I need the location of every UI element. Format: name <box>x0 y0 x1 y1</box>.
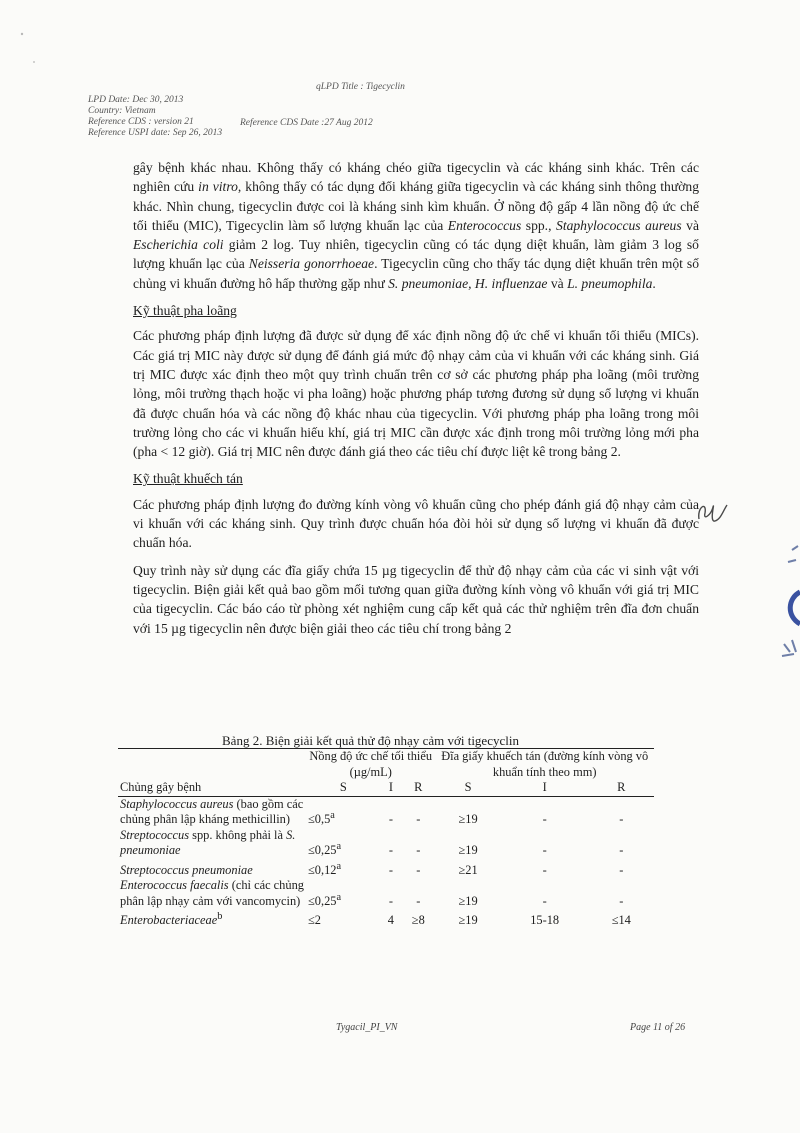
text-run: và <box>547 275 568 291</box>
mic-i-cell: - <box>388 843 393 857</box>
paragraph-diffusion-2: Quy trình này sử dụng các đĩa giấy chứa 15 µg tigecyclin để thử độ nhạy cảm của các vi sinh vật với tigecyclin. Biện giải kết quả bao gồm mối tương quan giữa đường kính vòng vô khuẩn với giá trị MIC của tigecyclin. Các báo cáo từ phòng xét nghiệm cung cấp kết quả các thử nghiệm trên đĩa đơn chuẩn với 15 µg tigecyclin nên được biện giải theo các tiêu chí trong bảng 2 <box>133 562 699 636</box>
text-run: spp., <box>521 217 557 233</box>
table-row <box>118 878 654 909</box>
header-reference-cds-date: Reference CDS Date :27 Aug 2012 <box>240 118 373 128</box>
disk-i-cell: - <box>542 843 547 857</box>
table-caption: Bảng 2. Biện giải kết quả thử độ nhạy cảm với tigecyclin <box>222 733 519 748</box>
header-reference-uspi: Reference USPI date: Sep 26, 2013 <box>88 128 223 138</box>
mic-s-value: ≤0,25 <box>308 893 337 908</box>
text-run-italic: Escherichia coli <box>133 237 224 253</box>
mic-r-cell: - <box>416 893 421 908</box>
organism-name: Streptococcus pneumoniae <box>120 862 253 877</box>
disk-i-cell: - <box>542 812 547 826</box>
text-run: giảm 2 log. Tuy nhiên, tigecyclin cũng có tác dụng diệt khuẩn, làm giảm 3 log số lượng khuẩn lạc của <box>133 237 699 272</box>
mic-s-cell <box>306 859 381 879</box>
text-run: và <box>681 217 699 233</box>
text-run-italic: in vitro <box>198 179 238 195</box>
scan-specks <box>18 28 48 78</box>
col-header-mic-i: I <box>381 780 402 796</box>
col-header-mic-r: R <box>401 780 435 796</box>
text-run-italic: Staphylococcus aureus <box>556 217 682 233</box>
text-run-italic: Enterococcus <box>447 217 522 233</box>
disk-i-cell: 15-18 <box>530 913 560 928</box>
text-run: . <box>652 275 656 291</box>
header-reference-cds: Reference CDS : version 21 <box>88 117 194 127</box>
organism-cell <box>118 796 306 828</box>
organism-note: (chỉ các chủng phân lập nhạy cảm với vancomycin) <box>120 878 304 908</box>
col-header-disk-s: S <box>435 780 500 796</box>
mic-r-cell: - <box>416 843 421 857</box>
mic-s-value: ≤0,5 <box>308 812 331 826</box>
footnote-mark: a <box>330 809 335 821</box>
heading-diffusion-technique: Kỹ thuật khuếch tán <box>133 471 243 487</box>
disk-r-cell: - <box>619 893 624 908</box>
organism-note: (bao gồm các chủng phân lập kháng methicillin) <box>120 796 304 826</box>
disk-i-cell: - <box>542 862 547 877</box>
paragraph-dilution: Các phương pháp định lượng đã được sử dụng để xác định nồng độ ức chế vi khuẩn tối thiểu (MICs). Các giá trị MIC này được sử dụng để đánh giá mức độ nhạy cảm của vi khuẩn với các kháng sinh. Giá trị MIC được xác định theo một quy trình chuẩn trên cơ sở các phương pháp pha loãng (môi trường lỏng, môi trường thạch hoặc vi pha loãng) hoặc phương pháp tương đương sử dụng số lượng vi khuẩn đã được chuẩn hóa và các nồng độ khác nhau của tigecyclin. Với phương pháp pha loãng trong môi trường lỏng cho các vi khuẩn hiếu khí, giá trị MIC cần được xác định trong môi trường lỏng mới pha (pha < 12 giờ). Giá trị MIC nên được đánh giá theo các tiêu chí được liệt kê trong bảng 2. <box>133 328 699 460</box>
footer-doc-id: Tygacil_PI_VN <box>336 1022 398 1033</box>
text-run-italic: L. pneumophila <box>567 275 653 291</box>
handwritten-initials <box>693 493 733 529</box>
mic-s-cell <box>306 828 381 859</box>
mic-s-value: ≤0,12 <box>308 862 337 877</box>
header-metadata <box>88 95 222 139</box>
mic-s-value: ≤2 <box>308 913 321 928</box>
text-run-italic: S. pneumoniae, H. influenzae <box>388 275 548 291</box>
header-doc-title: qLPD Title : Tigecyclin <box>316 82 405 92</box>
organism-cell <box>118 828 306 859</box>
disk-s-cell: ≥19 <box>458 812 478 826</box>
mic-i-cell: - <box>388 812 393 826</box>
paragraph-intro <box>133 158 699 293</box>
text-run: . Tigecyclin cũng cho thấy tác dụng diệt khuẩn trên một số chủng vi khuẩn đường hô hấp thường gặp như <box>133 256 700 291</box>
disk-s-cell: ≥19 <box>458 893 478 908</box>
group-header-disk: Đĩa giấy khuếch tán (đường kính vòng vô khuẩn tính theo mm) <box>441 749 649 779</box>
table-group-header <box>118 749 654 780</box>
organism-cell <box>118 909 306 929</box>
mic-i-cell: 4 <box>387 913 394 928</box>
heading-dilution-technique: Kỹ thuật pha loãng <box>133 303 237 319</box>
disk-r-cell: - <box>619 862 624 877</box>
disk-r-cell: - <box>619 812 624 826</box>
footnote-mark: b <box>217 911 223 923</box>
footnote-mark: a <box>336 840 342 852</box>
stamp-fragment <box>770 540 800 670</box>
text-run: , không thấy có tác dụng đối kháng giữa tigecyclin và các kháng sinh thông thường khác. Nhìn chung, tigecyclin được coi là kháng sinh kìm khuẩn. Ở nồng độ gấp 4 lần nồng độ ức chế tối thiểu (MIC), Tigecyclin làm số lượng khuẩn lạc của <box>133 179 699 233</box>
mic-r-cell: ≥8 <box>411 913 425 928</box>
mic-s-cell <box>306 909 381 929</box>
organism-name: Streptococcus <box>120 827 190 842</box>
header-lpd-date: LPD Date: Dec 30, 2013 <box>88 95 184 105</box>
text-run-italic: Neisseria gonorrhoeae <box>248 256 375 272</box>
organism-note: spp. không phải là <box>189 827 287 842</box>
table-corner <box>118 749 306 780</box>
col-header-disk-r: R <box>589 780 654 796</box>
disk-s-cell: ≥21 <box>458 862 478 877</box>
header-country: Country: Vietnam <box>88 106 156 116</box>
disk-i-cell: - <box>542 893 547 908</box>
mic-s-cell <box>306 878 381 909</box>
organism-name: Staphylococcus aureus <box>120 796 234 811</box>
table-column-header <box>118 780 654 796</box>
footnote-mark: a <box>336 891 342 903</box>
table-row <box>118 859 654 879</box>
mic-r-cell: - <box>416 812 421 826</box>
organism-cell <box>118 878 306 909</box>
col-header-mic-s: S <box>306 780 381 796</box>
table-row <box>118 796 654 828</box>
text-run: gây bệnh khác nhau. Không thấy có kháng chéo giữa tigecyclin và các kháng sinh khác. Trên các nghiên cứu <box>133 160 699 195</box>
mic-i-cell: - <box>388 862 393 877</box>
disk-r-cell: - <box>619 843 624 857</box>
susceptibility-table <box>118 748 654 929</box>
table-row <box>118 828 654 859</box>
table-row <box>118 909 654 929</box>
mic-s-cell <box>306 796 381 828</box>
footer-page-number: Page 11 of 26 <box>630 1022 686 1033</box>
organism-cell <box>118 859 306 879</box>
organism-name: S. pneumoniae <box>120 827 296 857</box>
mic-r-cell: - <box>416 862 421 877</box>
group-header-mic: Nồng độ ức chế tối thiểu (µg/mL) <box>309 749 433 779</box>
disk-s-cell: ≥19 <box>458 843 478 857</box>
mic-i-cell: - <box>388 893 393 908</box>
mic-s-value: ≤0,25 <box>308 843 337 857</box>
organism-name: Enterobacteriaceae <box>120 913 218 928</box>
body-text <box>133 158 699 646</box>
disk-s-cell: ≥19 <box>458 913 478 928</box>
organism-name: Enterococcus faecalis <box>120 878 229 893</box>
disk-r-cell: ≤14 <box>611 913 631 928</box>
col-header-disk-i: I <box>501 780 589 796</box>
paragraph-diffusion-1: Các phương pháp định lượng đo đường kính vòng vô khuẩn cũng cho phép đánh giá độ nhạy cảm của vi khuẩn với các kháng sinh. Quy trình được chuẩn hóa đòi hỏi sử dụng số lượng vi khuẩn đã được chuẩn hóa. <box>133 496 699 551</box>
col-header-organism: Chủng gây bệnh <box>118 780 306 796</box>
footnote-mark: a <box>336 860 342 872</box>
